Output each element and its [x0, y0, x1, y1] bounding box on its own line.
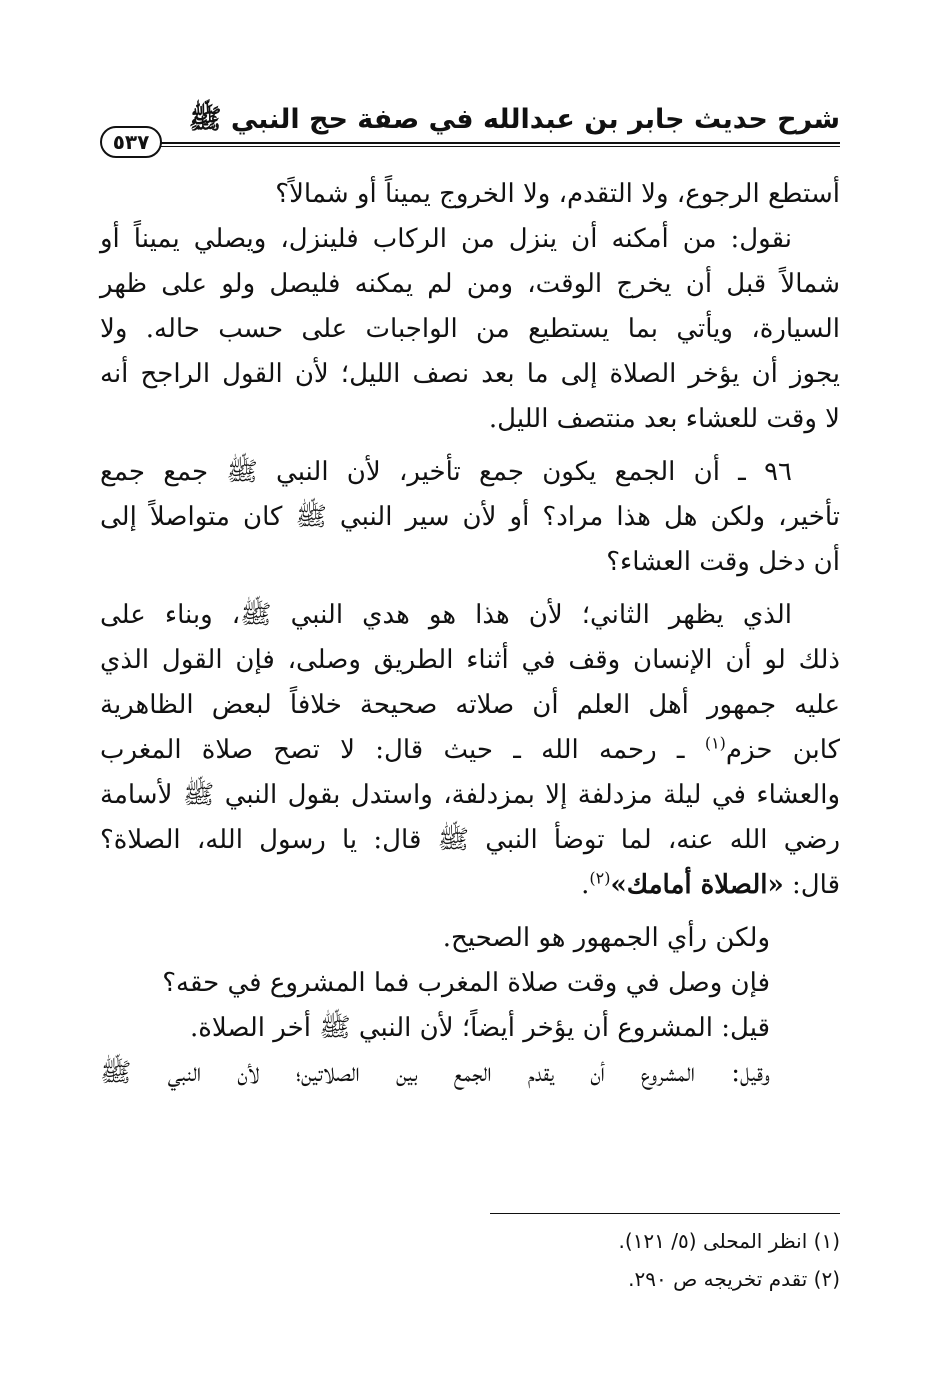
- text-line: رضي الله عنه، لما توضأ النبي ﷺ قال: يا رسول الله، الصلاة؟: [100, 825, 840, 855]
- text-line: عليه جمهور أهل العلم أن صلاته صحيحة خلافاً لبعض الظاهرية: [100, 690, 840, 720]
- footnote-separator: [490, 1213, 840, 1214]
- text-fragment: ـ رحمه الله ـ حيث قال: لا تصح صلاة المغرب: [100, 735, 685, 765]
- footnote-ref-1[interactable]: (١): [704, 733, 726, 753]
- text-line: [100, 863, 840, 908]
- header-rule: [155, 142, 840, 147]
- text-fragment: .: [581, 870, 590, 900]
- text-fragment: كابن حزم: [725, 735, 841, 765]
- text-line: أستطع الرجوع، ولا التقدم، ولا الخروج يميناً أو شمالاً؟: [275, 179, 840, 209]
- text-line: ذلك لو أن الإنسان وقف في أثناء الطريق وصلى، فإن القول الذي: [100, 645, 840, 675]
- text-line: شمالاً قبل أن يخرج الوقت، ومن لم يمكنه فليصل ولو على ظهر: [100, 269, 840, 299]
- text-line: قيل: المشروع أن يؤخر أيضاً؛ لأن النبي ﷺ أخر الصلاة.: [189, 1013, 770, 1043]
- text-line: السيارة، ويأتي بما يستطيع من الواجبات على حسب حاله. ولا: [100, 314, 840, 344]
- text-line: أن دخل وقت العشاء؟: [606, 547, 840, 577]
- text-line: ٩٦ ـ أن الجمع يكون جمع تأخير، لأن النبي ﷺ جمع جمع: [100, 457, 792, 487]
- text-line: تأخير، ولكن هل هذا مراد؟ أو لأن سير النبي ﷺ كان متواصلاً إلى: [100, 502, 840, 532]
- text-line: الذي يظهر الثاني؛ لأن هذا هو هدي النبي ﷺ، وبناء على: [100, 600, 792, 630]
- quoted-hadith: «الصلاة أمامك»: [610, 870, 784, 900]
- text-line: [100, 728, 840, 773]
- text-line: نقول: من أمكنه أن ينزل من الركاب فلينزل، ويصلي يميناً أو: [100, 224, 792, 254]
- footnotes: [100, 1222, 840, 1298]
- header-title: شرح حديث جابر بن عبدالله في صفة حج النبي ﷺ: [188, 104, 840, 135]
- text-line: لا وقت للعشاء بعد منتصف الليل.: [488, 404, 840, 434]
- footnote-2: (٢) تقدم تخريجه ص ٢٩٠.: [628, 1267, 840, 1291]
- text-fragment: قال:: [783, 870, 840, 900]
- footnote-ref-2[interactable]: (٢): [589, 868, 611, 888]
- text-line: ولكن رأي الجمهور هو الصحيح.: [442, 923, 770, 953]
- text-line: فإن وصل في وقت صلاة المغرب فما المشروع في حقه؟: [162, 968, 770, 998]
- main-text: [100, 172, 840, 1096]
- page-number: ٥٣٧: [100, 126, 162, 158]
- text-line: والعشاء في ليلة مزدلفة إلا بمزدلفة، واستدل بقول النبي ﷺ لأسامة: [100, 780, 840, 810]
- text-line: وقيل: المشروع أن يقدم الجمع بين الصلاتين؛ لأن النبي ﷺ: [100, 1058, 770, 1088]
- text-line: يجوز أن يؤخر الصلاة إلى ما بعد نصف الليل؛ لأن القول الراجح أنه: [100, 359, 840, 389]
- footnote-1: (١) انظر المحلى (٥/ ١٢١).: [618, 1229, 840, 1253]
- running-header: [100, 100, 840, 154]
